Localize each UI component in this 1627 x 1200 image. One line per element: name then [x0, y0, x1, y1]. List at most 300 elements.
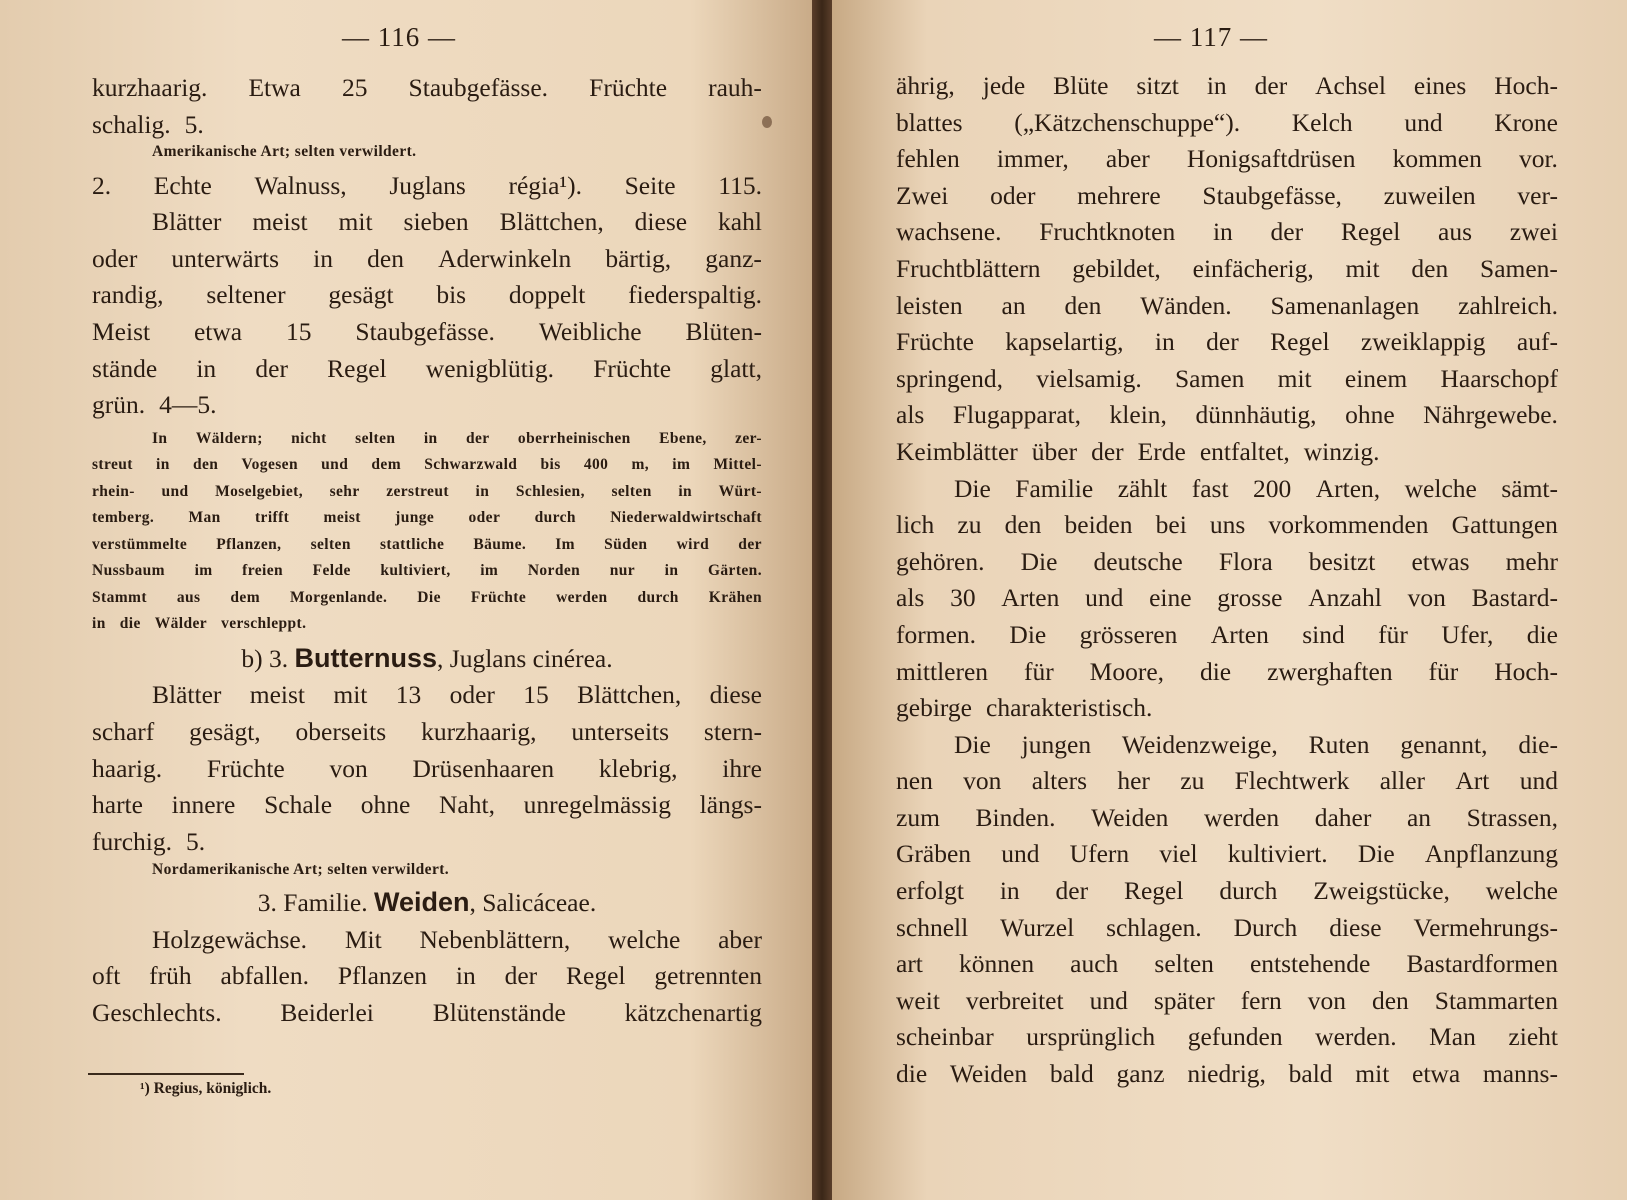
word: mit	[1355, 1059, 1390, 1089]
family-heading	[92, 884, 762, 922]
word: Schlesien,	[515, 482, 585, 500]
text-line	[896, 105, 1558, 142]
word: im	[672, 456, 691, 474]
word: besitzt	[1308, 546, 1376, 576]
text-line	[896, 654, 1558, 691]
word: winzig.	[1303, 436, 1380, 466]
text-line	[896, 141, 1558, 178]
family-name: Weiden	[373, 886, 470, 917]
word: grösseren	[1079, 619, 1178, 649]
word: in	[1206, 71, 1227, 100]
word: die-	[1518, 729, 1558, 759]
word: Juglans	[389, 170, 466, 200]
text-line	[896, 983, 1558, 1020]
word: 13	[395, 680, 422, 710]
word: kultiviert.	[1227, 839, 1328, 869]
word: der	[738, 535, 762, 553]
text-line	[92, 241, 762, 278]
word: oder	[92, 243, 138, 273]
word: den	[1411, 253, 1449, 283]
word: ganz	[1116, 1059, 1165, 1089]
word: Nussbaum	[92, 562, 165, 580]
word: können	[959, 949, 1035, 979]
word: Arten,	[1315, 473, 1381, 503]
word: Zwei	[896, 180, 949, 210]
word: den	[367, 243, 404, 273]
word: Blättchen,	[577, 680, 682, 710]
word: deutsche	[1093, 546, 1183, 576]
word: Echte	[153, 170, 212, 200]
word: leisten	[896, 290, 963, 320]
word: Die	[954, 473, 991, 503]
word: oder	[468, 509, 501, 527]
word: jungen	[1021, 729, 1092, 759]
text-line	[92, 387, 762, 424]
word: zieht	[1508, 1022, 1558, 1052]
word: Meist	[92, 317, 151, 347]
word: kätzchenartig	[624, 997, 762, 1027]
word: Staubgefässe.	[408, 73, 549, 102]
word: für	[1378, 619, 1408, 649]
word: 30	[950, 583, 976, 613]
word: 15	[523, 680, 549, 710]
word: Honigsaftdrüsen	[1186, 144, 1356, 174]
word: selten	[310, 535, 351, 553]
word: entfaltet,	[1199, 436, 1290, 466]
word: daher	[1314, 802, 1372, 832]
word: in	[156, 456, 170, 474]
footnote: ¹) Regius, königlich.	[140, 1080, 272, 1097]
word: Flora	[1218, 546, 1273, 576]
word: aber	[1105, 144, 1150, 174]
word: 4—5.	[159, 390, 217, 420]
family-latin: , Salicáceae.	[469, 887, 597, 917]
word: Etwa	[248, 73, 301, 102]
word: Bäume.	[473, 535, 527, 553]
word: an	[1001, 290, 1026, 320]
word: Blätter	[152, 207, 222, 237]
note-line	[92, 558, 762, 585]
word: und	[1404, 107, 1443, 137]
word: kurzhaarig,	[421, 717, 537, 747]
word: sieben	[403, 207, 469, 237]
word: vor.	[1518, 144, 1558, 174]
word: stattliche	[379, 535, 445, 553]
word: Moore,	[1089, 656, 1165, 686]
word: Strassen,	[1466, 802, 1558, 832]
word: zählt	[1117, 473, 1168, 503]
word: Beiderlei	[280, 997, 374, 1027]
word: Blätter	[152, 680, 222, 710]
word: formen.	[896, 619, 977, 649]
word: Samen	[1174, 363, 1245, 393]
word: ganz-	[705, 243, 762, 273]
word: der	[504, 961, 538, 991]
text-line	[896, 690, 1558, 727]
word: her	[1117, 766, 1150, 796]
word: doppelt	[508, 280, 586, 310]
word: Drüsenhaaren	[412, 753, 555, 783]
word: Die	[417, 588, 441, 606]
word: fehlen	[896, 144, 960, 174]
word: werden	[1204, 802, 1280, 832]
word: Ruten	[1308, 729, 1370, 759]
word: früh	[149, 961, 192, 991]
word: mit	[333, 680, 368, 710]
word: jede	[982, 71, 1026, 100]
text-line	[896, 288, 1558, 325]
word: Weiden	[949, 1059, 1028, 1089]
word: gesägt	[328, 280, 394, 310]
word: Regel	[327, 353, 387, 383]
word: Fruchtknoten	[1039, 217, 1176, 247]
word: Pflanzen,	[216, 535, 282, 553]
word: Ufer,	[1441, 619, 1494, 649]
word: ohne	[360, 790, 411, 820]
species-latin: , Juglans cinérea.	[437, 643, 613, 673]
text-line	[92, 995, 762, 1032]
word: kurzhaarig.	[92, 73, 208, 102]
text-line	[896, 1056, 1558, 1093]
word: nur	[609, 562, 636, 580]
word: sämt-	[1501, 473, 1558, 503]
word: später	[1153, 985, 1215, 1015]
word: verschleppt.	[221, 615, 307, 633]
word: Regel	[1123, 876, 1184, 906]
species-heading	[92, 640, 762, 678]
word: springend,	[896, 363, 1003, 393]
word: einfächerig,	[1192, 253, 1314, 283]
word: Früchte	[593, 353, 672, 383]
word: dem	[230, 588, 261, 606]
word: oft	[92, 961, 121, 991]
word: Weibliche	[538, 317, 642, 347]
word: Walnuss,	[254, 170, 347, 200]
word: mehr	[1505, 546, 1558, 576]
word: Norden	[527, 562, 581, 580]
text-line	[896, 178, 1558, 215]
word: Arten	[1210, 619, 1269, 649]
word: die	[119, 615, 141, 633]
word: in	[196, 353, 217, 383]
word: oder	[990, 180, 1036, 210]
word: Vogesen	[241, 456, 298, 474]
text-line	[896, 214, 1558, 251]
word: werden.	[1315, 1022, 1397, 1052]
word: gehören.	[896, 546, 985, 576]
word: Hoch-	[1494, 71, 1558, 100]
word: Die	[1009, 619, 1047, 649]
word: genannt,	[1400, 729, 1488, 759]
text-line	[896, 873, 1558, 910]
note-block	[92, 426, 762, 638]
word: stern-	[703, 717, 762, 747]
word: ährig,	[896, 71, 955, 100]
word: meist	[323, 509, 361, 527]
word: für	[1428, 656, 1459, 686]
right-page	[832, 0, 1627, 1200]
word: etwa	[1412, 1059, 1461, 1089]
word: welche	[608, 924, 681, 954]
word: oberseits	[295, 717, 387, 747]
word: eine	[1149, 583, 1192, 613]
word: schalig.	[92, 109, 171, 139]
word: und	[1001, 839, 1040, 869]
word: 200	[1253, 473, 1292, 503]
word: als	[896, 583, 925, 613]
word: art	[896, 949, 923, 979]
page-number-left: — 116 —	[342, 22, 456, 52]
word: in	[1212, 217, 1233, 247]
word: Würt-	[718, 482, 762, 500]
word: Familie	[1015, 473, 1094, 503]
word: welche	[1485, 876, 1558, 906]
text-line	[92, 277, 762, 314]
word: Fruchtblättern	[896, 253, 1041, 283]
left-page	[0, 0, 812, 1200]
word: fern	[1240, 985, 1282, 1015]
word: furchig.	[92, 826, 173, 856]
word: Blüten-	[685, 317, 762, 347]
word: sehr	[329, 482, 360, 500]
word: Wurzel	[1000, 912, 1075, 942]
species-heading	[92, 168, 762, 205]
word: der	[1254, 71, 1288, 100]
word: über	[1031, 436, 1078, 466]
note-line	[92, 426, 762, 453]
word: grosse	[1217, 583, 1283, 613]
word: Gattungen	[1451, 510, 1558, 540]
word: Die	[1020, 546, 1058, 576]
word: niedrig,	[1187, 1059, 1266, 1089]
word: blattes	[896, 107, 963, 137]
word: eines	[1413, 71, 1467, 100]
word: der	[1206, 327, 1239, 357]
word: meist	[249, 680, 305, 710]
note-line	[92, 479, 762, 506]
word: diese	[1329, 912, 1382, 942]
text-line	[896, 836, 1558, 873]
word: fiederspaltig.	[628, 280, 762, 310]
word: 15	[286, 317, 312, 347]
word: Regel	[1340, 217, 1401, 247]
text-line	[92, 751, 762, 788]
text-line	[896, 361, 1558, 398]
text-line	[92, 714, 762, 751]
text-line	[896, 800, 1558, 837]
word: klebrig,	[598, 753, 678, 783]
word: randig,	[92, 280, 164, 310]
word: lich	[896, 510, 935, 540]
word: haarig.	[92, 753, 163, 783]
word: Die	[1357, 839, 1395, 869]
word: der	[1091, 436, 1124, 466]
word: an	[1406, 802, 1432, 832]
word: verstümmelte	[92, 535, 188, 553]
text-line	[896, 946, 1558, 983]
word: schnell	[896, 912, 969, 942]
word: Flugapparat,	[952, 400, 1082, 430]
species-name: Butternuss	[294, 642, 438, 673]
text-line	[896, 324, 1558, 361]
word: Gärten.	[707, 562, 762, 580]
word: zerstreut	[386, 482, 449, 500]
word: sitzt	[1136, 71, 1179, 100]
word: meist	[252, 207, 308, 237]
word: kahl	[718, 207, 762, 237]
word: m,	[631, 456, 650, 474]
word: etwa	[193, 317, 243, 347]
word: alters	[1031, 766, 1087, 796]
word: auf-	[1516, 327, 1558, 357]
word: zer-	[735, 429, 762, 447]
ink-spot	[762, 116, 772, 128]
word: Erde	[1137, 436, 1186, 466]
word: unregelmässig	[523, 790, 671, 820]
text-line	[896, 471, 1558, 508]
word: zuweilen	[1383, 180, 1476, 210]
word: Früchte	[896, 327, 974, 357]
text-line	[896, 580, 1558, 617]
word: gesägt,	[189, 717, 261, 747]
word: Blüte	[1053, 71, 1109, 100]
word: die	[1199, 656, 1232, 686]
word: zwerghaften	[1267, 656, 1393, 686]
word: nen	[896, 766, 933, 796]
word: Binden.	[975, 802, 1056, 832]
text-line	[92, 70, 762, 107]
text-line	[92, 314, 762, 351]
word: Zweigstücke,	[1313, 876, 1450, 906]
word: unterseits	[571, 717, 670, 747]
word: gebildet,	[1072, 253, 1161, 283]
text-line	[92, 787, 762, 824]
word: längs-	[699, 790, 762, 820]
word: in	[475, 482, 490, 500]
note-line	[92, 452, 762, 479]
text-line	[92, 922, 762, 959]
word: bis	[436, 280, 467, 310]
word: ohne	[1345, 400, 1395, 430]
word: zahlreich.	[1458, 290, 1558, 320]
word: als	[896, 400, 925, 430]
word: Bastard-	[1471, 583, 1558, 613]
word: in	[92, 615, 106, 633]
word: Nebenblättern,	[419, 924, 571, 954]
word: der	[1055, 876, 1089, 906]
word: Hoch-	[1494, 656, 1558, 686]
text-line	[92, 824, 762, 861]
word: kommen	[1392, 144, 1482, 174]
word: scheinbar	[896, 1022, 994, 1052]
note-line	[92, 505, 762, 532]
footnote-rule	[88, 1073, 244, 1075]
word: trifft	[255, 509, 290, 527]
word: Anpflanzung	[1424, 839, 1558, 869]
word: Schwarzwald	[424, 456, 518, 474]
word: Samen-	[1480, 253, 1558, 283]
text-line	[896, 68, 1558, 105]
word: schlagen.	[1106, 912, 1202, 942]
word: in	[999, 876, 1020, 906]
word: einem	[1344, 363, 1408, 393]
word: der	[1270, 217, 1304, 247]
word: Wäldern;	[195, 429, 263, 447]
word: aber	[718, 924, 762, 954]
word: nicht	[291, 429, 327, 447]
word: mit	[1345, 253, 1380, 283]
word: Niederwaldwirtschaft	[610, 509, 762, 527]
word: bald	[1049, 1059, 1094, 1089]
word: immer,	[996, 144, 1069, 174]
word: von	[329, 753, 368, 783]
word: Mit	[344, 924, 382, 954]
word: dem	[371, 456, 402, 474]
word: wachsene.	[896, 217, 1002, 247]
word: régia¹).	[508, 170, 582, 200]
word: etwas	[1411, 546, 1470, 576]
word: Regel	[566, 961, 626, 991]
word: diese	[634, 207, 688, 237]
word: und	[1085, 583, 1124, 613]
word: Bastardformen	[1406, 949, 1558, 979]
species-prefix: b) 3.	[241, 643, 289, 673]
word: innere	[171, 790, 236, 820]
word: in	[313, 243, 334, 273]
note-line	[92, 611, 762, 638]
word: getrennten	[654, 961, 762, 991]
word: von	[963, 766, 1002, 796]
word: Mittel-	[713, 456, 762, 474]
word: manns-	[1482, 1059, 1558, 1089]
word: und	[1519, 766, 1558, 796]
note-line	[92, 532, 762, 559]
word: Gräben	[896, 839, 972, 869]
word: klein,	[1109, 400, 1167, 430]
word: bis	[540, 456, 561, 474]
text-line	[896, 544, 1558, 581]
word: charakteristisch.	[986, 693, 1153, 723]
word: Ufern	[1069, 839, 1130, 869]
word: für	[1024, 656, 1054, 686]
word: erfolgt	[896, 876, 964, 906]
word: von	[1407, 583, 1446, 613]
word: der	[255, 353, 288, 383]
text-line	[896, 910, 1558, 947]
word: den	[1371, 985, 1409, 1015]
word: In	[152, 429, 168, 447]
word: Weidenzweige,	[1121, 729, 1278, 759]
text-line	[92, 958, 762, 995]
word: zum	[896, 802, 940, 832]
word: Man	[188, 509, 221, 527]
text-line	[896, 397, 1558, 434]
word: bei	[1155, 510, 1187, 540]
word: gefunden	[1187, 1022, 1283, 1052]
word: Ebene,	[659, 429, 707, 447]
word: 25	[341, 73, 368, 102]
word: mit	[1277, 363, 1312, 393]
word: zweiklappig	[1360, 327, 1486, 357]
word: Blütenstände	[432, 997, 566, 1027]
word: im	[480, 562, 499, 580]
word: in	[678, 482, 693, 500]
word: bärtig,	[605, 243, 672, 273]
word: durch	[637, 588, 679, 606]
word: grün.	[92, 390, 146, 420]
word: glatt,	[710, 353, 762, 383]
word: Seite	[624, 170, 676, 200]
